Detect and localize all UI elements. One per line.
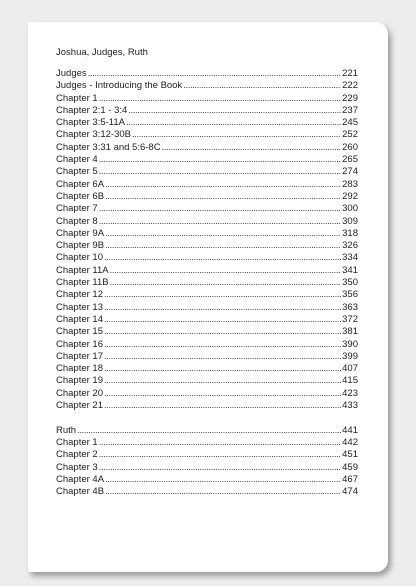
toc-entry[interactable] <box>56 142 358 154</box>
toc-entry-page-number: 451 <box>342 449 358 461</box>
toc-entry-title: Chapter 12 <box>56 289 104 301</box>
dot-leader <box>105 228 341 240</box>
dot-leader <box>126 117 341 129</box>
dot-leader <box>104 289 341 301</box>
dot-leader <box>132 129 341 141</box>
toc-entry-page-number: 237 <box>342 104 358 116</box>
toc-entry-title: Chapter 10 <box>56 252 104 264</box>
toc-entry[interactable] <box>56 68 358 80</box>
toc-entry-page-number: 441 <box>342 424 358 436</box>
toc-entry[interactable] <box>56 179 358 191</box>
toc-entry[interactable] <box>56 462 358 474</box>
dot-leader <box>104 375 341 387</box>
toc-entry[interactable] <box>56 277 358 289</box>
toc-entry-page-number: 356 <box>342 289 358 301</box>
section-gap <box>56 412 358 424</box>
dot-leader <box>99 462 341 474</box>
toc-entry-page-number: 363 <box>342 301 358 313</box>
toc-entry-title: Chapter 19 <box>56 375 104 387</box>
toc-entry-page-number: 318 <box>342 227 358 239</box>
toc-entry-page-number: 245 <box>342 117 358 129</box>
toc-entry-page-number: 381 <box>342 326 358 338</box>
toc-entry[interactable] <box>56 216 358 228</box>
toc-entry-title: Chapter 6A <box>56 178 105 190</box>
toc-entry-page-number: 442 <box>342 436 358 448</box>
toc-entry[interactable] <box>56 80 358 92</box>
dot-leader <box>104 400 341 412</box>
toc-entry-page-number: 390 <box>342 338 358 350</box>
toc-entry[interactable] <box>56 265 358 277</box>
toc-entry[interactable] <box>56 203 358 215</box>
toc-entry-title: Chapter 3:31 and 5:6-8C <box>56 141 161 153</box>
toc-entry[interactable] <box>56 117 358 129</box>
toc-entry-title: Chapter 2 <box>56 449 98 461</box>
dot-leader <box>99 154 341 166</box>
toc-entry-page-number: 423 <box>342 387 358 399</box>
toc-entry[interactable] <box>56 154 358 166</box>
dot-leader <box>104 363 341 375</box>
dot-leader <box>104 339 341 351</box>
toc-entry-page-number: 265 <box>342 154 358 166</box>
toc-entry[interactable] <box>56 240 358 252</box>
toc-entry-page-number: 334 <box>342 252 358 264</box>
toc-entry-page-number: 415 <box>342 375 358 387</box>
toc-entry[interactable] <box>56 228 358 240</box>
table-of-contents <box>56 68 358 498</box>
dot-leader <box>88 68 342 80</box>
dot-leader <box>99 166 341 178</box>
toc-entry-page-number: 433 <box>342 400 358 412</box>
toc-entry-page-number: 467 <box>342 473 358 485</box>
toc-entry-page-number: 252 <box>342 129 358 141</box>
dot-leader <box>110 265 342 277</box>
toc-entry-title: Chapter 3:5-11A <box>56 117 126 129</box>
toc-entry[interactable] <box>56 105 358 117</box>
dot-leader <box>105 486 341 498</box>
dot-leader <box>110 277 342 289</box>
toc-entry-page-number: 292 <box>342 190 358 202</box>
toc-entry-page-number: 221 <box>342 68 358 79</box>
toc-entry[interactable] <box>56 375 358 387</box>
toc-entry-page-number: 459 <box>342 461 358 473</box>
toc-entry[interactable] <box>56 388 358 400</box>
toc-entry-page-number: 399 <box>342 350 358 362</box>
toc-entry[interactable] <box>56 289 358 301</box>
dot-leader <box>183 80 341 92</box>
toc-entry[interactable] <box>56 93 358 105</box>
toc-entry-title: Chapter 15 <box>56 326 104 338</box>
toc-entry[interactable] <box>56 326 358 338</box>
toc-entry-title: Chapter 11A <box>56 264 109 276</box>
dot-leader <box>162 142 342 154</box>
running-head: Joshua, Judges, Ruth <box>56 47 148 58</box>
toc-entry[interactable] <box>56 351 358 363</box>
dot-leader <box>105 240 341 252</box>
toc-entry[interactable] <box>56 252 358 264</box>
toc-entry-title: Chapter 1 <box>56 92 98 104</box>
dot-leader <box>104 326 341 338</box>
dot-leader <box>105 191 341 203</box>
toc-entry[interactable] <box>56 363 358 375</box>
dot-leader <box>104 314 341 326</box>
toc-entry-title: Judges - Introducing the Book <box>56 80 183 92</box>
toc-entry-page-number: 350 <box>342 277 358 289</box>
toc-entry-page-number: 326 <box>342 240 358 252</box>
toc-entry[interactable] <box>56 339 358 351</box>
toc-entry-title: Chapter 14 <box>56 313 104 325</box>
toc-entry-title: Chapter 3:12-30B <box>56 129 131 141</box>
toc-entry[interactable] <box>56 425 358 437</box>
toc-entry-title: Chapter 4A <box>56 473 105 485</box>
toc-entry-title: Ruth <box>56 424 77 436</box>
dot-leader <box>99 93 341 105</box>
toc-entry[interactable] <box>56 129 358 141</box>
toc-entry-title: Judges <box>56 68 87 79</box>
toc-entry-title: Chapter 13 <box>56 301 104 313</box>
toc-entry[interactable] <box>56 437 358 449</box>
dot-leader <box>105 474 341 486</box>
dot-leader <box>99 449 341 461</box>
dot-leader <box>99 216 341 228</box>
toc-entry-page-number: 274 <box>342 166 358 178</box>
toc-entry[interactable] <box>56 314 358 326</box>
toc-entry-page-number: 283 <box>342 178 358 190</box>
toc-entry[interactable] <box>56 486 358 498</box>
toc-entry-title: Chapter 1 <box>56 436 98 448</box>
dot-leader <box>77 425 341 437</box>
toc-entry-page-number: 222 <box>342 80 358 92</box>
toc-entry-page-number: 407 <box>342 363 358 375</box>
toc-entry-title: Chapter 18 <box>56 363 104 375</box>
dot-leader <box>105 179 341 191</box>
toc-entry-title: Chapter 16 <box>56 338 104 350</box>
toc-entry-title: Chapter 2:1 - 3:4 <box>56 104 128 116</box>
toc-entry[interactable] <box>56 166 358 178</box>
dot-leader <box>104 351 341 363</box>
dot-leader <box>99 203 341 215</box>
dot-leader <box>104 388 341 400</box>
toc-entry-title: Chapter 4B <box>56 486 105 498</box>
toc-entry-title: Chapter 5 <box>56 166 98 178</box>
toc-entry-title: Chapter 20 <box>56 387 104 399</box>
toc-entry-title: Chapter 7 <box>56 203 98 215</box>
toc-entry-page-number: 474 <box>342 486 358 498</box>
toc-entry-page-number: 300 <box>342 203 358 215</box>
toc-entry-title: Chapter 3 <box>56 461 98 473</box>
toc-entry[interactable] <box>56 191 358 203</box>
toc-entry-page-number: 229 <box>342 92 358 104</box>
toc-entry-title: Chapter 9B <box>56 240 105 252</box>
dot-leader <box>128 105 341 117</box>
toc-entry-title: Chapter 9A <box>56 227 105 239</box>
book-page <box>28 22 388 572</box>
toc-entry-title: Chapter 4 <box>56 154 98 166</box>
toc-entry-page-number: 309 <box>342 215 358 227</box>
toc-entry-page-number: 260 <box>342 141 358 153</box>
toc-entry[interactable] <box>56 474 358 486</box>
dot-leader <box>104 252 341 264</box>
toc-entry-title: Chapter 17 <box>56 350 104 362</box>
dot-leader <box>104 302 341 314</box>
toc-entry-title: Chapter 6B <box>56 190 105 202</box>
toc-entry[interactable] <box>56 302 358 314</box>
toc-entry[interactable] <box>56 449 358 461</box>
dot-leader <box>99 437 341 449</box>
toc-entry-title: Chapter 8 <box>56 215 98 227</box>
toc-entry-title: Chapter 21 <box>56 400 104 412</box>
toc-entry-page-number: 372 <box>342 313 358 325</box>
toc-entry[interactable] <box>56 400 358 412</box>
toc-entry-page-number: 341 <box>342 264 358 276</box>
toc-entry-title: Chapter 11B <box>56 277 109 289</box>
